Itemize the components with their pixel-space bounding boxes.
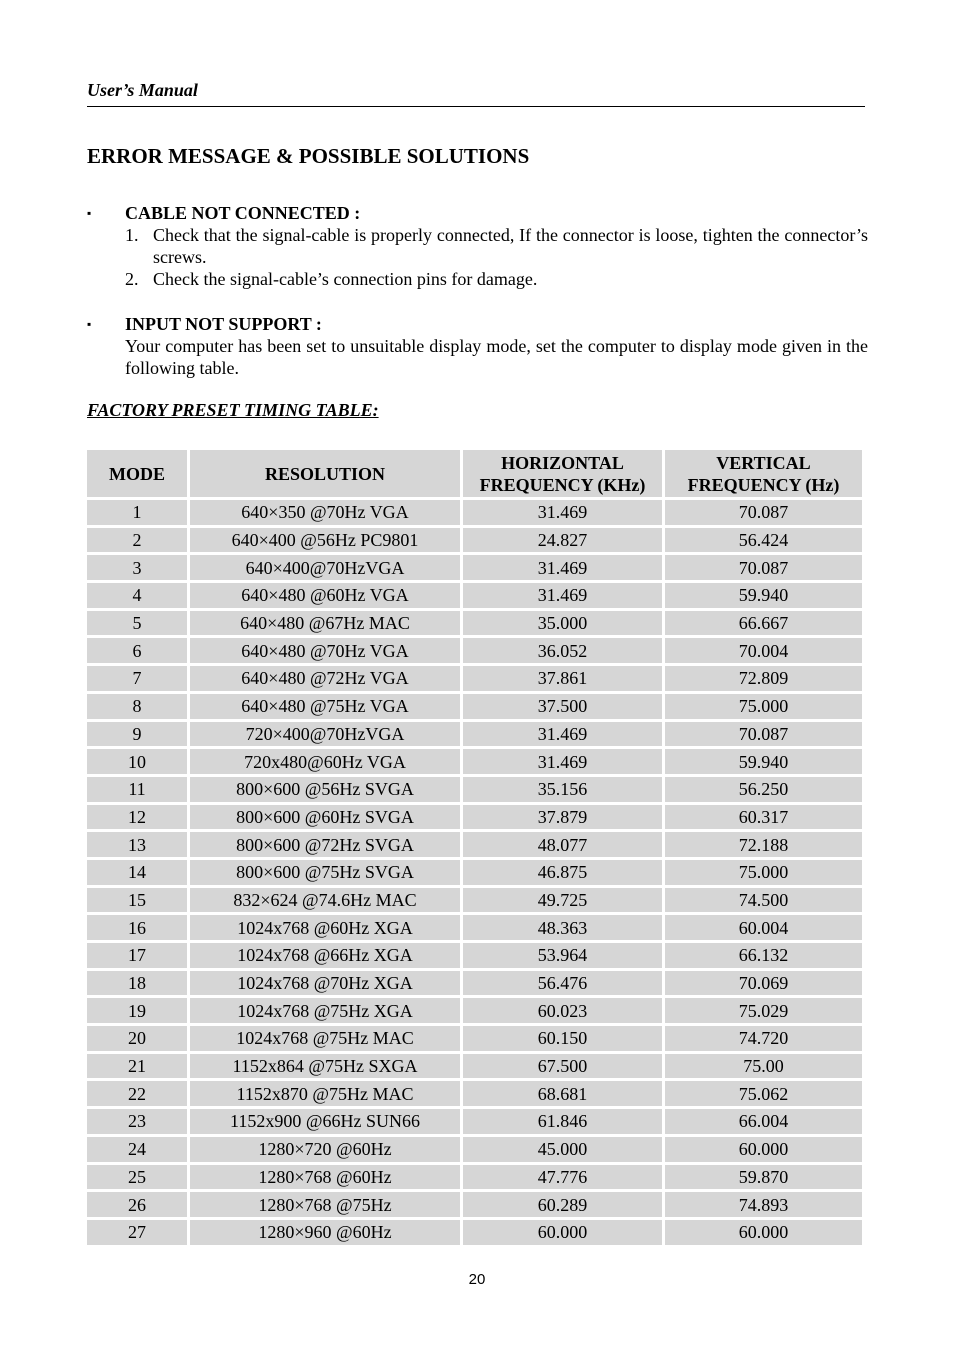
cell-mode: 27 <box>87 1220 187 1245</box>
bullet-icon: ▪ <box>87 206 92 220</box>
table-row <box>87 694 862 719</box>
column-header-resolution: RESOLUTION <box>190 450 460 497</box>
cell-mode: 25 <box>87 1165 187 1190</box>
cell-resolution: 1152x870 @75Hz MAC <box>190 1081 460 1106</box>
table-row <box>87 915 862 940</box>
section-paragraph: Your computer has been set to unsuitable display mode, set the computer to display mode given in the following table. <box>125 336 868 378</box>
table-row <box>87 943 862 968</box>
cell-horizontal-frequency: 31.469 <box>463 500 662 525</box>
cell-horizontal-frequency: 48.077 <box>463 832 662 857</box>
column-header-horizontal-frequency: HORIZONTAL FREQUENCY (KHz) <box>463 450 662 497</box>
cell-vertical-frequency: 72.809 <box>665 666 862 691</box>
cell-resolution: 1280×720 @60Hz <box>190 1137 460 1162</box>
section-heading: CABLE NOT CONNECTED : <box>125 203 361 223</box>
cell-vertical-frequency: 60.000 <box>665 1220 862 1245</box>
section-cable-not-connected <box>87 202 868 290</box>
list-item-number: 2. <box>125 269 139 289</box>
cell-vertical-frequency: 70.087 <box>665 555 862 580</box>
table-row <box>87 888 862 913</box>
cell-vertical-frequency: 75.000 <box>665 694 862 719</box>
table-row <box>87 1026 862 1051</box>
table-row <box>87 528 862 553</box>
cell-horizontal-frequency: 31.469 <box>463 749 662 774</box>
cell-resolution: 1280×768 @75Hz <box>190 1192 460 1217</box>
cell-vertical-frequency: 59.870 <box>665 1165 862 1190</box>
cell-horizontal-frequency: 37.861 <box>463 666 662 691</box>
table-row <box>87 1137 862 1162</box>
cell-resolution: 800×600 @60Hz SVGA <box>190 805 460 830</box>
cell-horizontal-frequency: 37.879 <box>463 805 662 830</box>
cell-vertical-frequency: 56.250 <box>665 777 862 802</box>
cell-mode: 23 <box>87 1109 187 1134</box>
cell-horizontal-frequency: 24.827 <box>463 528 662 553</box>
cell-mode: 5 <box>87 611 187 636</box>
cell-resolution: 1280×960 @60Hz <box>190 1220 460 1245</box>
table-row <box>87 722 862 747</box>
cell-resolution: 640×350 @70Hz VGA <box>190 500 460 525</box>
cell-horizontal-frequency: 49.725 <box>463 888 662 913</box>
cell-vertical-frequency: 70.004 <box>665 638 862 663</box>
cell-horizontal-frequency: 60.000 <box>463 1220 662 1245</box>
table-body <box>87 500 862 1245</box>
table-title: FACTORY PRESET TIMING TABLE: <box>87 400 379 420</box>
cell-mode: 7 <box>87 666 187 691</box>
cell-mode: 24 <box>87 1137 187 1162</box>
table-header-row <box>87 450 862 497</box>
cell-horizontal-frequency: 31.469 <box>463 555 662 580</box>
table-row <box>87 860 862 885</box>
cell-resolution: 720×400@70HzVGA <box>190 722 460 747</box>
cell-vertical-frequency: 59.940 <box>665 749 862 774</box>
cell-resolution: 800×600 @75Hz SVGA <box>190 860 460 885</box>
table-row <box>87 1054 862 1079</box>
list-item <box>125 268 868 290</box>
page-number: 20 <box>468 1271 486 1288</box>
table-row <box>87 805 862 830</box>
cell-resolution: 1024x768 @60Hz XGA <box>190 915 460 940</box>
cell-mode: 11 <box>87 777 187 802</box>
cell-resolution: 1024x768 @75Hz XGA <box>190 998 460 1023</box>
cell-mode: 19 <box>87 998 187 1023</box>
cell-horizontal-frequency: 45.000 <box>463 1137 662 1162</box>
cell-horizontal-frequency: 31.469 <box>463 583 662 608</box>
cell-vertical-frequency: 66.132 <box>665 943 862 968</box>
cell-horizontal-frequency: 35.156 <box>463 777 662 802</box>
section-input-not-support <box>87 313 868 379</box>
cell-mode: 14 <box>87 860 187 885</box>
table-row <box>87 777 862 802</box>
cell-resolution: 640×400 @56Hz PC9801 <box>190 528 460 553</box>
cell-mode: 10 <box>87 749 187 774</box>
cell-mode: 21 <box>87 1054 187 1079</box>
cell-horizontal-frequency: 61.846 <box>463 1109 662 1134</box>
list-item-number: 1. <box>125 225 139 245</box>
solution-list <box>87 224 868 290</box>
cell-resolution: 640×480 @70Hz VGA <box>190 638 460 663</box>
cell-resolution: 720x480@60Hz VGA <box>190 749 460 774</box>
cell-horizontal-frequency: 36.052 <box>463 638 662 663</box>
column-header-mode: MODE <box>87 450 187 497</box>
cell-horizontal-frequency: 47.776 <box>463 1165 662 1190</box>
cell-resolution: 1152x864 @75Hz SXGA <box>190 1054 460 1079</box>
page-title: ERROR MESSAGE & POSSIBLE SOLUTIONS <box>87 144 530 168</box>
cell-resolution: 640×480 @67Hz MAC <box>190 611 460 636</box>
cell-resolution: 640×480 @75Hz VGA <box>190 694 460 719</box>
cell-resolution: 1024x768 @70Hz XGA <box>190 971 460 996</box>
cell-horizontal-frequency: 35.000 <box>463 611 662 636</box>
table-row <box>87 998 862 1023</box>
cell-resolution: 640×480 @72Hz VGA <box>190 666 460 691</box>
bullet-icon: ▪ <box>87 317 92 331</box>
cell-vertical-frequency: 70.069 <box>665 971 862 996</box>
cell-vertical-frequency: 74.720 <box>665 1026 862 1051</box>
cell-mode: 1 <box>87 500 187 525</box>
table-row <box>87 1192 862 1217</box>
cell-resolution: 640×400@70HzVGA <box>190 555 460 580</box>
table-row <box>87 500 862 525</box>
cell-horizontal-frequency: 60.289 <box>463 1192 662 1217</box>
cell-vertical-frequency: 59.940 <box>665 583 862 608</box>
cell-vertical-frequency: 60.004 <box>665 915 862 940</box>
list-item-text: Check that the signal-cable is properly connected, If the connector is loose, tighten the connector’s screws. <box>153 225 868 267</box>
cell-resolution: 832×624 @74.6Hz MAC <box>190 888 460 913</box>
cell-mode: 20 <box>87 1026 187 1051</box>
list-item <box>125 224 868 268</box>
list-item-text: Check the signal-cable’s connection pins for damage. <box>153 269 538 289</box>
cell-horizontal-frequency: 53.964 <box>463 943 662 968</box>
cell-vertical-frequency: 56.424 <box>665 528 862 553</box>
cell-horizontal-frequency: 48.363 <box>463 915 662 940</box>
cell-resolution: 800×600 @72Hz SVGA <box>190 832 460 857</box>
cell-mode: 9 <box>87 722 187 747</box>
cell-vertical-frequency: 75.00 <box>665 1054 862 1079</box>
cell-resolution: 1152x900 @66Hz SUN66 <box>190 1109 460 1134</box>
cell-mode: 12 <box>87 805 187 830</box>
cell-vertical-frequency: 74.893 <box>665 1192 862 1217</box>
cell-resolution: 1024x768 @75Hz MAC <box>190 1026 460 1051</box>
cell-vertical-frequency: 60.000 <box>665 1137 862 1162</box>
cell-horizontal-frequency: 37.500 <box>463 694 662 719</box>
cell-vertical-frequency: 75.029 <box>665 998 862 1023</box>
cell-vertical-frequency: 72.188 <box>665 832 862 857</box>
cell-horizontal-frequency: 68.681 <box>463 1081 662 1106</box>
cell-resolution: 1024x768 @66Hz XGA <box>190 943 460 968</box>
cell-mode: 13 <box>87 832 187 857</box>
cell-horizontal-frequency: 67.500 <box>463 1054 662 1079</box>
cell-horizontal-frequency: 46.875 <box>463 860 662 885</box>
running-header: User’s Manual <box>87 80 865 107</box>
table-row <box>87 666 862 691</box>
table-row <box>87 638 862 663</box>
table-row <box>87 583 862 608</box>
table-row <box>87 555 862 580</box>
cell-vertical-frequency: 66.004 <box>665 1109 862 1134</box>
cell-horizontal-frequency: 31.469 <box>463 722 662 747</box>
cell-mode: 22 <box>87 1081 187 1106</box>
table-row <box>87 832 862 857</box>
cell-resolution: 800×600 @56Hz SVGA <box>190 777 460 802</box>
cell-mode: 17 <box>87 943 187 968</box>
cell-vertical-frequency: 75.000 <box>665 860 862 885</box>
cell-horizontal-frequency: 60.023 <box>463 998 662 1023</box>
table-row <box>87 1220 862 1245</box>
table-row <box>87 1081 862 1106</box>
cell-mode: 16 <box>87 915 187 940</box>
section-heading: INPUT NOT SUPPORT : <box>125 314 322 334</box>
table-row <box>87 611 862 636</box>
table-row <box>87 1109 862 1134</box>
cell-mode: 2 <box>87 528 187 553</box>
timing-table <box>84 447 865 1248</box>
cell-resolution: 640×480 @60Hz VGA <box>190 583 460 608</box>
cell-vertical-frequency: 70.087 <box>665 500 862 525</box>
cell-horizontal-frequency: 60.150 <box>463 1026 662 1051</box>
cell-resolution: 1280×768 @60Hz <box>190 1165 460 1190</box>
table-row <box>87 749 862 774</box>
cell-vertical-frequency: 75.062 <box>665 1081 862 1106</box>
cell-mode: 26 <box>87 1192 187 1217</box>
cell-vertical-frequency: 60.317 <box>665 805 862 830</box>
cell-vertical-frequency: 70.087 <box>665 722 862 747</box>
cell-mode: 6 <box>87 638 187 663</box>
cell-horizontal-frequency: 56.476 <box>463 971 662 996</box>
cell-mode: 15 <box>87 888 187 913</box>
table-row <box>87 1165 862 1190</box>
table-row <box>87 971 862 996</box>
cell-mode: 3 <box>87 555 187 580</box>
cell-vertical-frequency: 74.500 <box>665 888 862 913</box>
cell-mode: 4 <box>87 583 187 608</box>
cell-vertical-frequency: 66.667 <box>665 611 862 636</box>
cell-mode: 8 <box>87 694 187 719</box>
column-header-vertical-frequency: VERTICAL FREQUENCY (Hz) <box>665 450 862 497</box>
cell-mode: 18 <box>87 971 187 996</box>
